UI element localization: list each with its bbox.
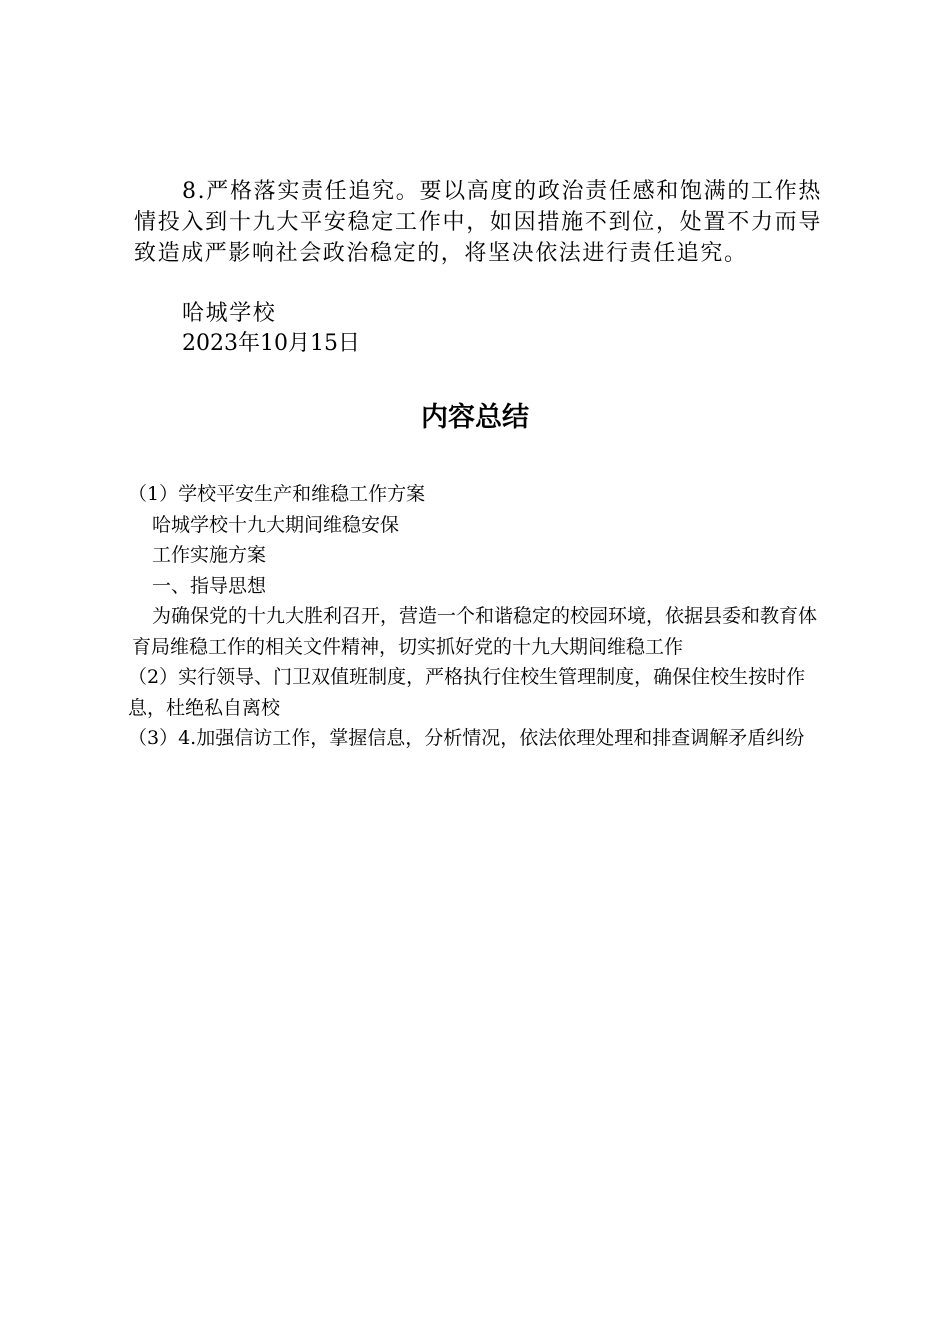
summary-subtitle-2: 工作实施方案 [152,544,267,566]
summary-subtitle-1: 哈城学校十九大期间维稳安保 [152,513,400,536]
summary-item-2: （2）实行领导、门卫双值班制度，严格执行住校生管理制度，确保住校生按时作息，杜绝私自离校 [128,666,806,719]
paragraph-8: 8.严格落实责任追究。要以高度的政治责任感和饱满的工作热情投入到十九大平安稳定工作中，如因措施不到位，处置不力而导致造成严影响社会政治稳定的，将坚决依法进行责任追究。 [134,179,822,266]
summary-body [128,479,832,754]
summary-heading-guiding: 一、指导思想 [152,574,267,597]
signature-date: 2023年10月15日 [182,331,360,356]
summary-title: 内容总结 [421,402,529,433]
summary-item-1: （1）学校平安生产和维稳工作方案 [128,483,426,505]
summary-paragraph-guiding: 为确保党的十九大胜利召开，营造一个和谐稳定的校园环境，依据县委和教育体育局维稳工作的相关文件精神，切实抓好党的十九大期间维稳工作 [132,605,818,658]
signature-organization: 哈城学校 [182,301,277,326]
summary-item-3: （3）4.加强信访工作，掌握信息，分析情况，依法依理处理和排查调解矛盾纠纷 [128,727,805,749]
